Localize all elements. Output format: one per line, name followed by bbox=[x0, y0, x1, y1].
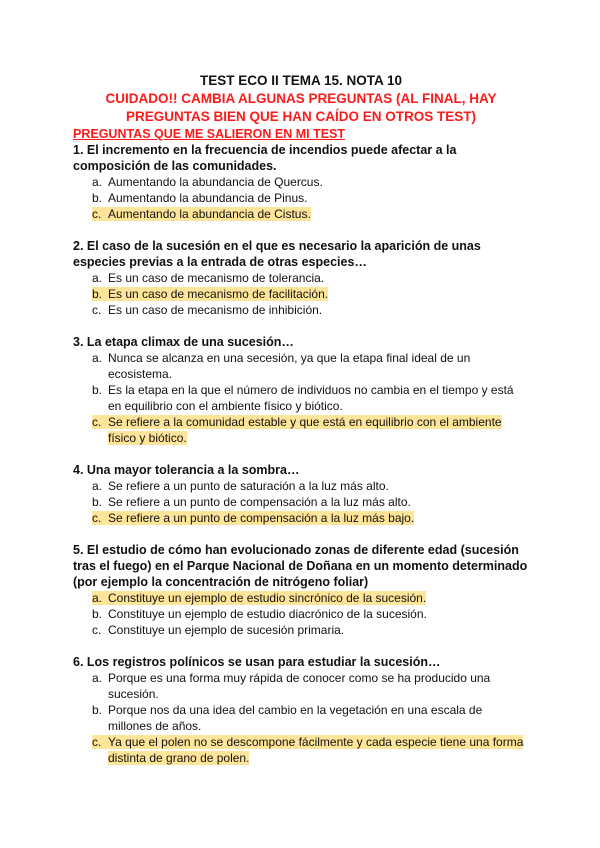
answer-option bbox=[73, 606, 529, 622]
option-content bbox=[92, 191, 307, 205]
option-content bbox=[92, 703, 482, 733]
option-text: Aumentando la abundancia de Cistus. bbox=[108, 207, 311, 221]
document-title: TEST ECO II TEMA 15. NOTA 10 bbox=[199, 73, 403, 88]
option-text: Ya que el polen no se descompone fácilmente y cada especie tiene una forma distinta de grano de polen. bbox=[108, 735, 524, 765]
answer-option bbox=[73, 622, 529, 638]
answer-option-correct bbox=[73, 286, 529, 302]
option-content bbox=[92, 511, 414, 525]
question-text: 3. La etapa climax de una sucesión… bbox=[73, 335, 294, 349]
option-letter: b. bbox=[92, 383, 103, 397]
option-letter: b. bbox=[92, 191, 103, 205]
option-content bbox=[92, 175, 323, 189]
document-page bbox=[73, 72, 529, 766]
option-content bbox=[92, 671, 490, 701]
question-text: 5. El estudio de cómo han evolucionado zonas de diferente edad (sucesión tras el fuego) en el Parque Nacional de Doñana en un momento determinado (por ejemplo la concentración de nitrógeno foliar) bbox=[73, 543, 528, 589]
option-content bbox=[92, 351, 470, 381]
option-letter: a. bbox=[92, 351, 103, 365]
option-letter: c. bbox=[92, 735, 102, 749]
answer-option-correct bbox=[73, 590, 529, 606]
option-text: Nunca se alcanza en una secesión, ya que la etapa final ideal de un ecosistema. bbox=[108, 351, 471, 381]
option-content bbox=[92, 479, 389, 493]
option-letter: c. bbox=[92, 623, 102, 637]
option-letter: a. bbox=[92, 591, 103, 605]
option-text: Porque nos da una idea del cambio en la vegetación en una escala de millones de años. bbox=[108, 703, 483, 733]
answer-option-correct bbox=[73, 510, 529, 526]
option-content bbox=[92, 415, 502, 445]
option-text: Aumentando la abundancia de Quercus. bbox=[108, 175, 323, 189]
answer-option-correct bbox=[73, 414, 529, 446]
option-letter: b. bbox=[92, 495, 103, 509]
option-letter: a. bbox=[92, 271, 103, 285]
spacer bbox=[73, 318, 529, 334]
answer-option-correct bbox=[73, 206, 529, 222]
option-letter: c. bbox=[92, 303, 102, 317]
spacer bbox=[73, 638, 529, 654]
option-letter: c. bbox=[92, 415, 102, 429]
spacer bbox=[73, 446, 529, 462]
option-content bbox=[92, 607, 427, 621]
option-content bbox=[92, 495, 411, 509]
option-text: Se refiere a un punto de saturación a la luz más alto. bbox=[108, 479, 389, 493]
answer-option bbox=[73, 190, 529, 206]
question-text: 1. El incremento en la frecuencia de incendios puede afectar a la composición de las comunidades. bbox=[73, 143, 457, 173]
option-letter: b. bbox=[92, 287, 103, 301]
option-content bbox=[92, 207, 311, 221]
option-content bbox=[92, 591, 426, 605]
option-content bbox=[92, 735, 523, 765]
option-text: Se refiere a un punto de compensación a la luz más bajo. bbox=[108, 511, 415, 525]
answer-option bbox=[73, 270, 529, 286]
answer-option bbox=[73, 702, 529, 734]
question-list bbox=[73, 142, 529, 766]
answer-option bbox=[73, 174, 529, 190]
option-text: Porque es una forma muy rápida de conocer como se ha producido una sucesión. bbox=[108, 671, 491, 701]
answer-option bbox=[73, 382, 529, 414]
option-content bbox=[92, 383, 514, 413]
option-text: Constituye un ejemplo de estudio sincrónico de la sucesión. bbox=[108, 591, 427, 605]
option-text: Constituye un ejemplo de sucesión primaria. bbox=[108, 623, 345, 637]
option-letter: a. bbox=[92, 479, 103, 493]
option-content bbox=[92, 287, 328, 301]
option-letter: c. bbox=[92, 511, 102, 525]
option-content bbox=[92, 303, 322, 317]
option-content bbox=[92, 271, 324, 285]
question-text: 2. El caso de la sucesión en el que es necesario la aparición de unas especies previas a la entrada de otras especies… bbox=[73, 239, 481, 269]
section-heading: PREGUNTAS QUE ME SALIERON EN MI TEST bbox=[73, 127, 346, 141]
option-text: Es un caso de mecanismo de tolerancia. bbox=[108, 271, 325, 285]
option-letter: b. bbox=[92, 703, 103, 717]
question-text: 4. Una mayor tolerancia a la sombra… bbox=[73, 463, 300, 477]
option-letter: a. bbox=[92, 671, 103, 685]
option-text: Se refiere a un punto de compensación a la luz más alto. bbox=[108, 495, 411, 509]
warning-text: CUIDADO!! CAMBIA ALGUNAS PREGUNTAS (AL FINAL, HAY PREGUNTAS BIEN QUE HAN CAÍDO EN OTROS TEST) bbox=[105, 91, 497, 124]
option-text: Se refiere a la comunidad estable y que está en equilibrio con el ambiente físico y biótico. bbox=[108, 415, 502, 445]
option-letter: b. bbox=[92, 607, 103, 621]
option-letter: c. bbox=[92, 207, 102, 221]
answer-option bbox=[73, 478, 529, 494]
option-text: Aumentando la abundancia de Pinus. bbox=[108, 191, 308, 205]
option-text: Es un caso de mecanismo de facilitación. bbox=[108, 287, 329, 301]
option-letter: a. bbox=[92, 175, 103, 189]
spacer bbox=[73, 526, 529, 542]
answer-option bbox=[73, 350, 529, 382]
answer-option-correct bbox=[73, 734, 529, 766]
answer-option bbox=[73, 670, 529, 702]
option-content bbox=[92, 623, 344, 637]
question-text: 6. Los registros polínicos se usan para estudiar la sucesión… bbox=[73, 655, 441, 669]
answer-option bbox=[73, 494, 529, 510]
option-text: Constituye un ejemplo de estudio diacrónico de la sucesión. bbox=[108, 607, 427, 621]
option-text: Es un caso de mecanismo de inhibición. bbox=[108, 303, 323, 317]
answer-option bbox=[73, 302, 529, 318]
option-text: Es la etapa en la que el número de individuos no cambia en el tiempo y está en equilibrio con el ambiente físico y biótico. bbox=[108, 383, 514, 413]
spacer bbox=[73, 222, 529, 238]
